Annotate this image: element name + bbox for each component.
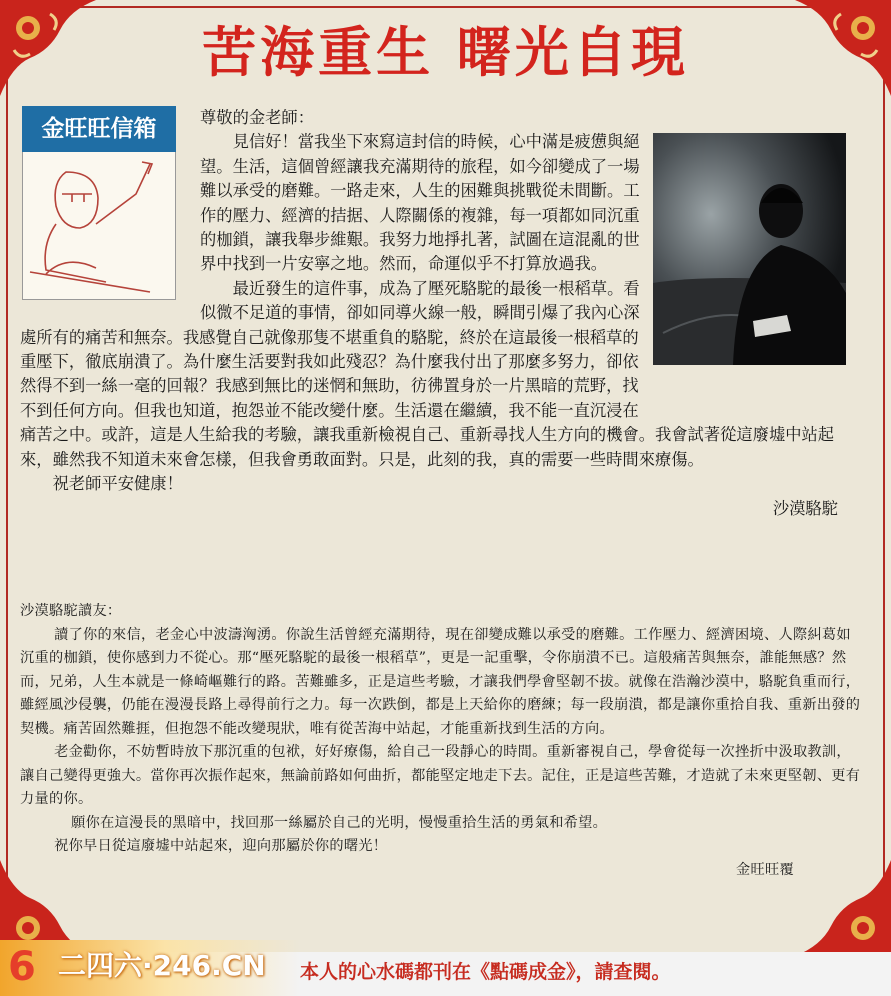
footer-note: 本人的心水碼都刊在《點碼成金》，請查閱。 <box>300 961 671 983</box>
letter-paragraph: 最近發生的這件事，成為了壓死駱駝的最後一根稻草。看似微不足道的事情，卻如同導火線一般，瞬間引爆了我內心深處所有的痛苦和無奈。我感覺自己就像那隻不堪重負的駱駝，終於在這最後一根稻草的重壓下，徹底崩潰了。為什麼生活要對我如此殘忍？為什麼我付出了那麼多努力，卻依然得不到一絲一毫的回報？我感到無比的迷惘和無助，彷彿置身於一片黑暗的荒野，找不到任何方向。但我也知道，抱怨並不能改變什麼。生活還在繼續，我不能一直沉浸在痛苦之中。或許，這是人生給我的考驗，讓我重新檢視自己、重新尋找人生方向的機會。我會試著從這廢墟中站起來，雖然我不知道未來會怎樣，但我會勇敢面對。只是，此刻的我，真的需要一些時間來療傷。 <box>20 278 835 469</box>
page-title: 苦海重生 曙光自現 <box>202 21 689 84</box>
column-name: 金旺旺信箱 <box>22 106 176 152</box>
reply-signature: 金旺旺覆 <box>736 861 794 878</box>
logo-digit: 6 <box>8 944 36 990</box>
letter-paragraph: 見信好！當我坐下來寫這封信的時候，心中滿是疲憊與絕望。生活，這個曾經讓我充滿期待的旅程，如今卻變成了一場難以承受的磨難。一路走來，人生的困難與挑戰從未間斷。工作的壓力、經濟的拮据、人際關係的複雜，每一項都如同沉重的枷鎖，讓我舉步維艱。我努力地掙扎著，試圖在這混亂的世界中找到一片安寧之地。然而，命運似乎不打算放過我。 <box>200 132 640 274</box>
advisor-reply <box>20 600 862 882</box>
reply-paragraph: 願你在這漫長的黑暗中，找回那一絲屬於自己的光明，慢慢重拾生活的勇氣和希望。 <box>71 814 608 831</box>
site-logo <box>0 940 300 996</box>
letter-signature: 沙漠駱駝 <box>772 498 838 518</box>
logo-text: 二四六·246.CN <box>58 949 266 982</box>
reply-paragraph: 老金勸你，不妨暫時放下那沉重的包袱，好好療傷，給自己一段靜心的時間。重新審視自己，學會從每一次挫折中汲取教訓，讓自己變得更強大。當你再次振作起來，無論前路如何曲折，都能堅定地走下去。記住，正是這些苦難，才造就了未來更堅韌、更有力量的你。 <box>20 744 861 807</box>
letter-salutation: 尊敬的金老師： <box>200 108 314 127</box>
reader-letter <box>20 106 850 521</box>
letter-closing: 祝老師平安健康！ <box>52 474 183 494</box>
reply-paragraph: 讀了你的來信，老金心中波濤洶湧。你說生活曾經充滿期待，現在卻變成難以承受的磨難。工作壓力、經濟困境、人際糾葛如沉重的枷鎖，使你感到力不從心。那“壓死駱駝的最後一根稻草”，更是一記重擊，令你崩潰不已。這般痛苦與無奈，誰能無感？然而，兄弟，人生本就是一條崎嶇難行的路。苦難雖多，正是這些考驗，才讓我們學會堅韌不拔。就像在浩瀚沙漠中，駱駝負重而行，雖經風沙侵襲，仍能在漫漫長路上尋得前行之力。每一次跌倒，都是上天給你的磨練；每一段崩潰，都是讓你重拾自我、重新出發的契機。痛苦固然難捱，但抱怨不能改變現狀，唯有從苦海中站起，才能重新找到生活的方向。 <box>20 626 861 737</box>
reply-salutation: 沙漠駱駝讀友： <box>20 603 122 619</box>
reply-closing: 祝你早日從這廢墟中站起來，迎向那屬於你的曙光！ <box>54 838 388 854</box>
